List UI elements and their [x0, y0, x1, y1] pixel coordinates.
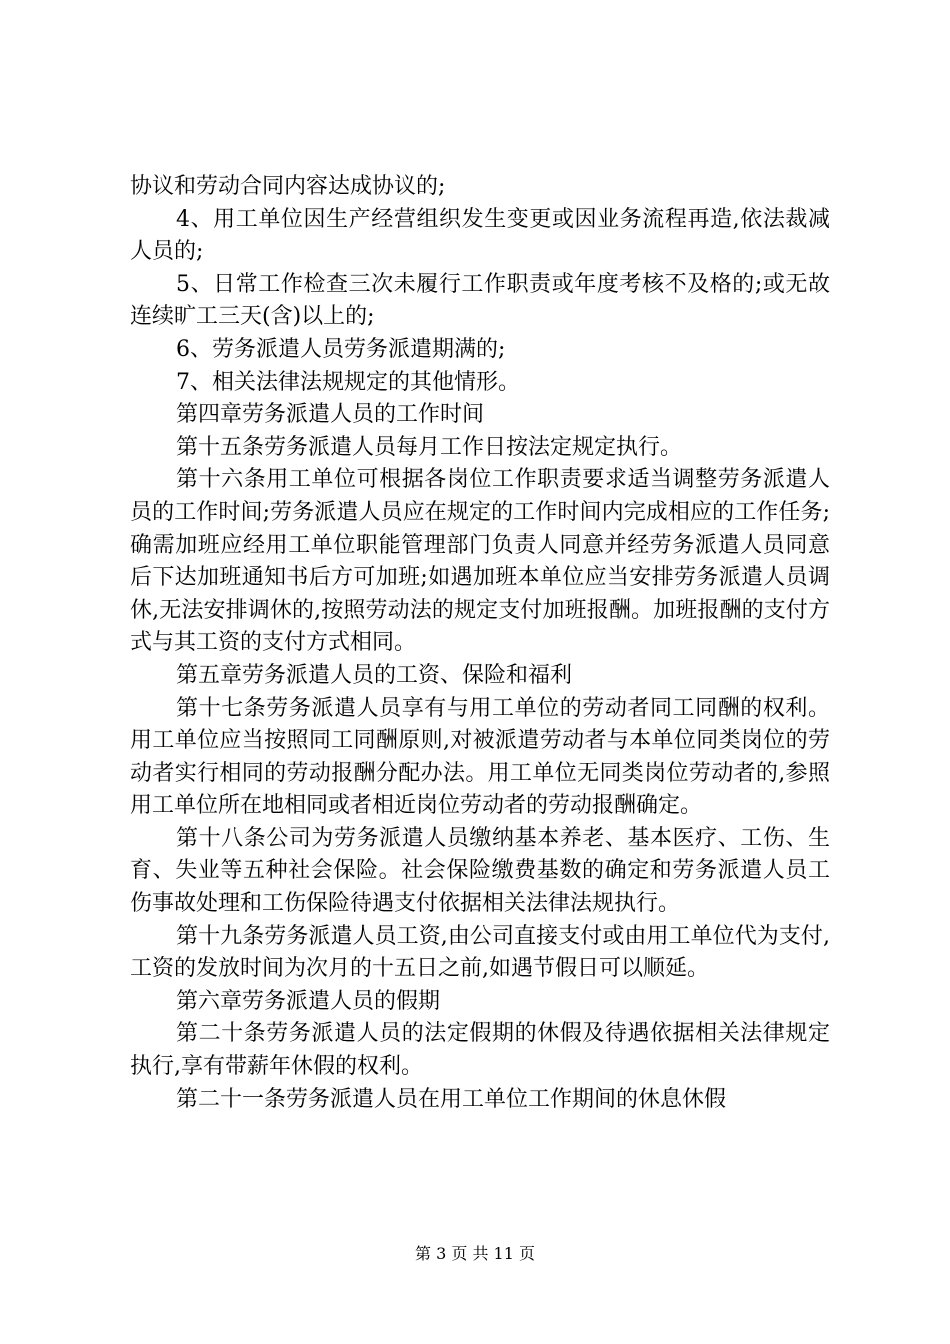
paragraph: 4、用工单位因生产经营组织发生变更或因业务流程再造,依法裁减人员的; — [130, 206, 830, 265]
paragraph: 第十五条劳务派遣人员每月工作日按法定规定执行。 — [176, 434, 683, 460]
paragraph: 第六章劳务派遣人员的假期 — [176, 988, 441, 1014]
paragraph: 第十八条公司为劳务派遣人员缴纳基本养老、基本医疗、工伤、生育、失业等五种社会保险。社会保险缴费基数的确定和劳务派遣人员工伤事故处理和工伤保险待遇支付依据相关法律法规执行。 — [130, 825, 830, 917]
document-body — [130, 171, 830, 1116]
paragraph: 5、日常工作检查三次未履行工作职责或年度考核不及格的;或无故连续旷工三天(含)以上的; — [130, 271, 830, 330]
paragraph: 第十七条劳务派遣人员享有与用工单位的劳动者同工同酬的权利。用工单位应当按照同工同酬原则,对被派遣劳动者与本单位同类岗位的劳动者实行相同的劳动报酬分配办法。用工单位无同类岗位劳动者的,参照用工单位所在地相同或者相近岗位劳动者的劳动报酬确定。 — [130, 695, 830, 819]
paragraph: 7、相关法律法规规定的其他情形。 — [176, 369, 520, 395]
page-footer: 第 3 页 共 11 页 — [415, 1244, 535, 1263]
paragraph: 第十六条用工单位可根据各岗位工作职责要求适当调整劳务派遣人员的工作时间;劳务派遣人员应在规定的工作时间内完成相应的工作任务;确需加班应经用工单位职能管理部门负责人同意并经劳务派遣人员同意后下达加班通知书后方可加班;如遇加班本单位应当安排劳务派遣人员调休,无法安排调休的,按照劳动法的规定支付加班报酬。加班报酬的支付方式与其工资的支付方式相同。 — [130, 467, 830, 656]
paragraph: 第十九条劳务派遣人员工资,由公司直接支付或由用工单位代为支付,工资的发放时间为次月的十五日之前,如遇节假日可以顺延。 — [130, 923, 830, 982]
paragraph: 协议和劳动合同内容达成协议的; — [130, 174, 446, 199]
paragraph: 第二十一条劳务派遣人员在用工单位工作期间的休息休假 — [176, 1086, 727, 1112]
paragraph: 第二十条劳务派遣人员的法定假期的休假及待遇依据相关法律规定执行,享有带薪年休假的权利。 — [130, 1021, 830, 1080]
paragraph: 第五章劳务派遣人员的工资、保险和福利 — [176, 662, 573, 688]
paragraph: 6、劳务派遣人员劳务派遣期满的; — [176, 336, 506, 362]
paragraph: 第四章劳务派遣人员的工作时间 — [176, 402, 485, 428]
